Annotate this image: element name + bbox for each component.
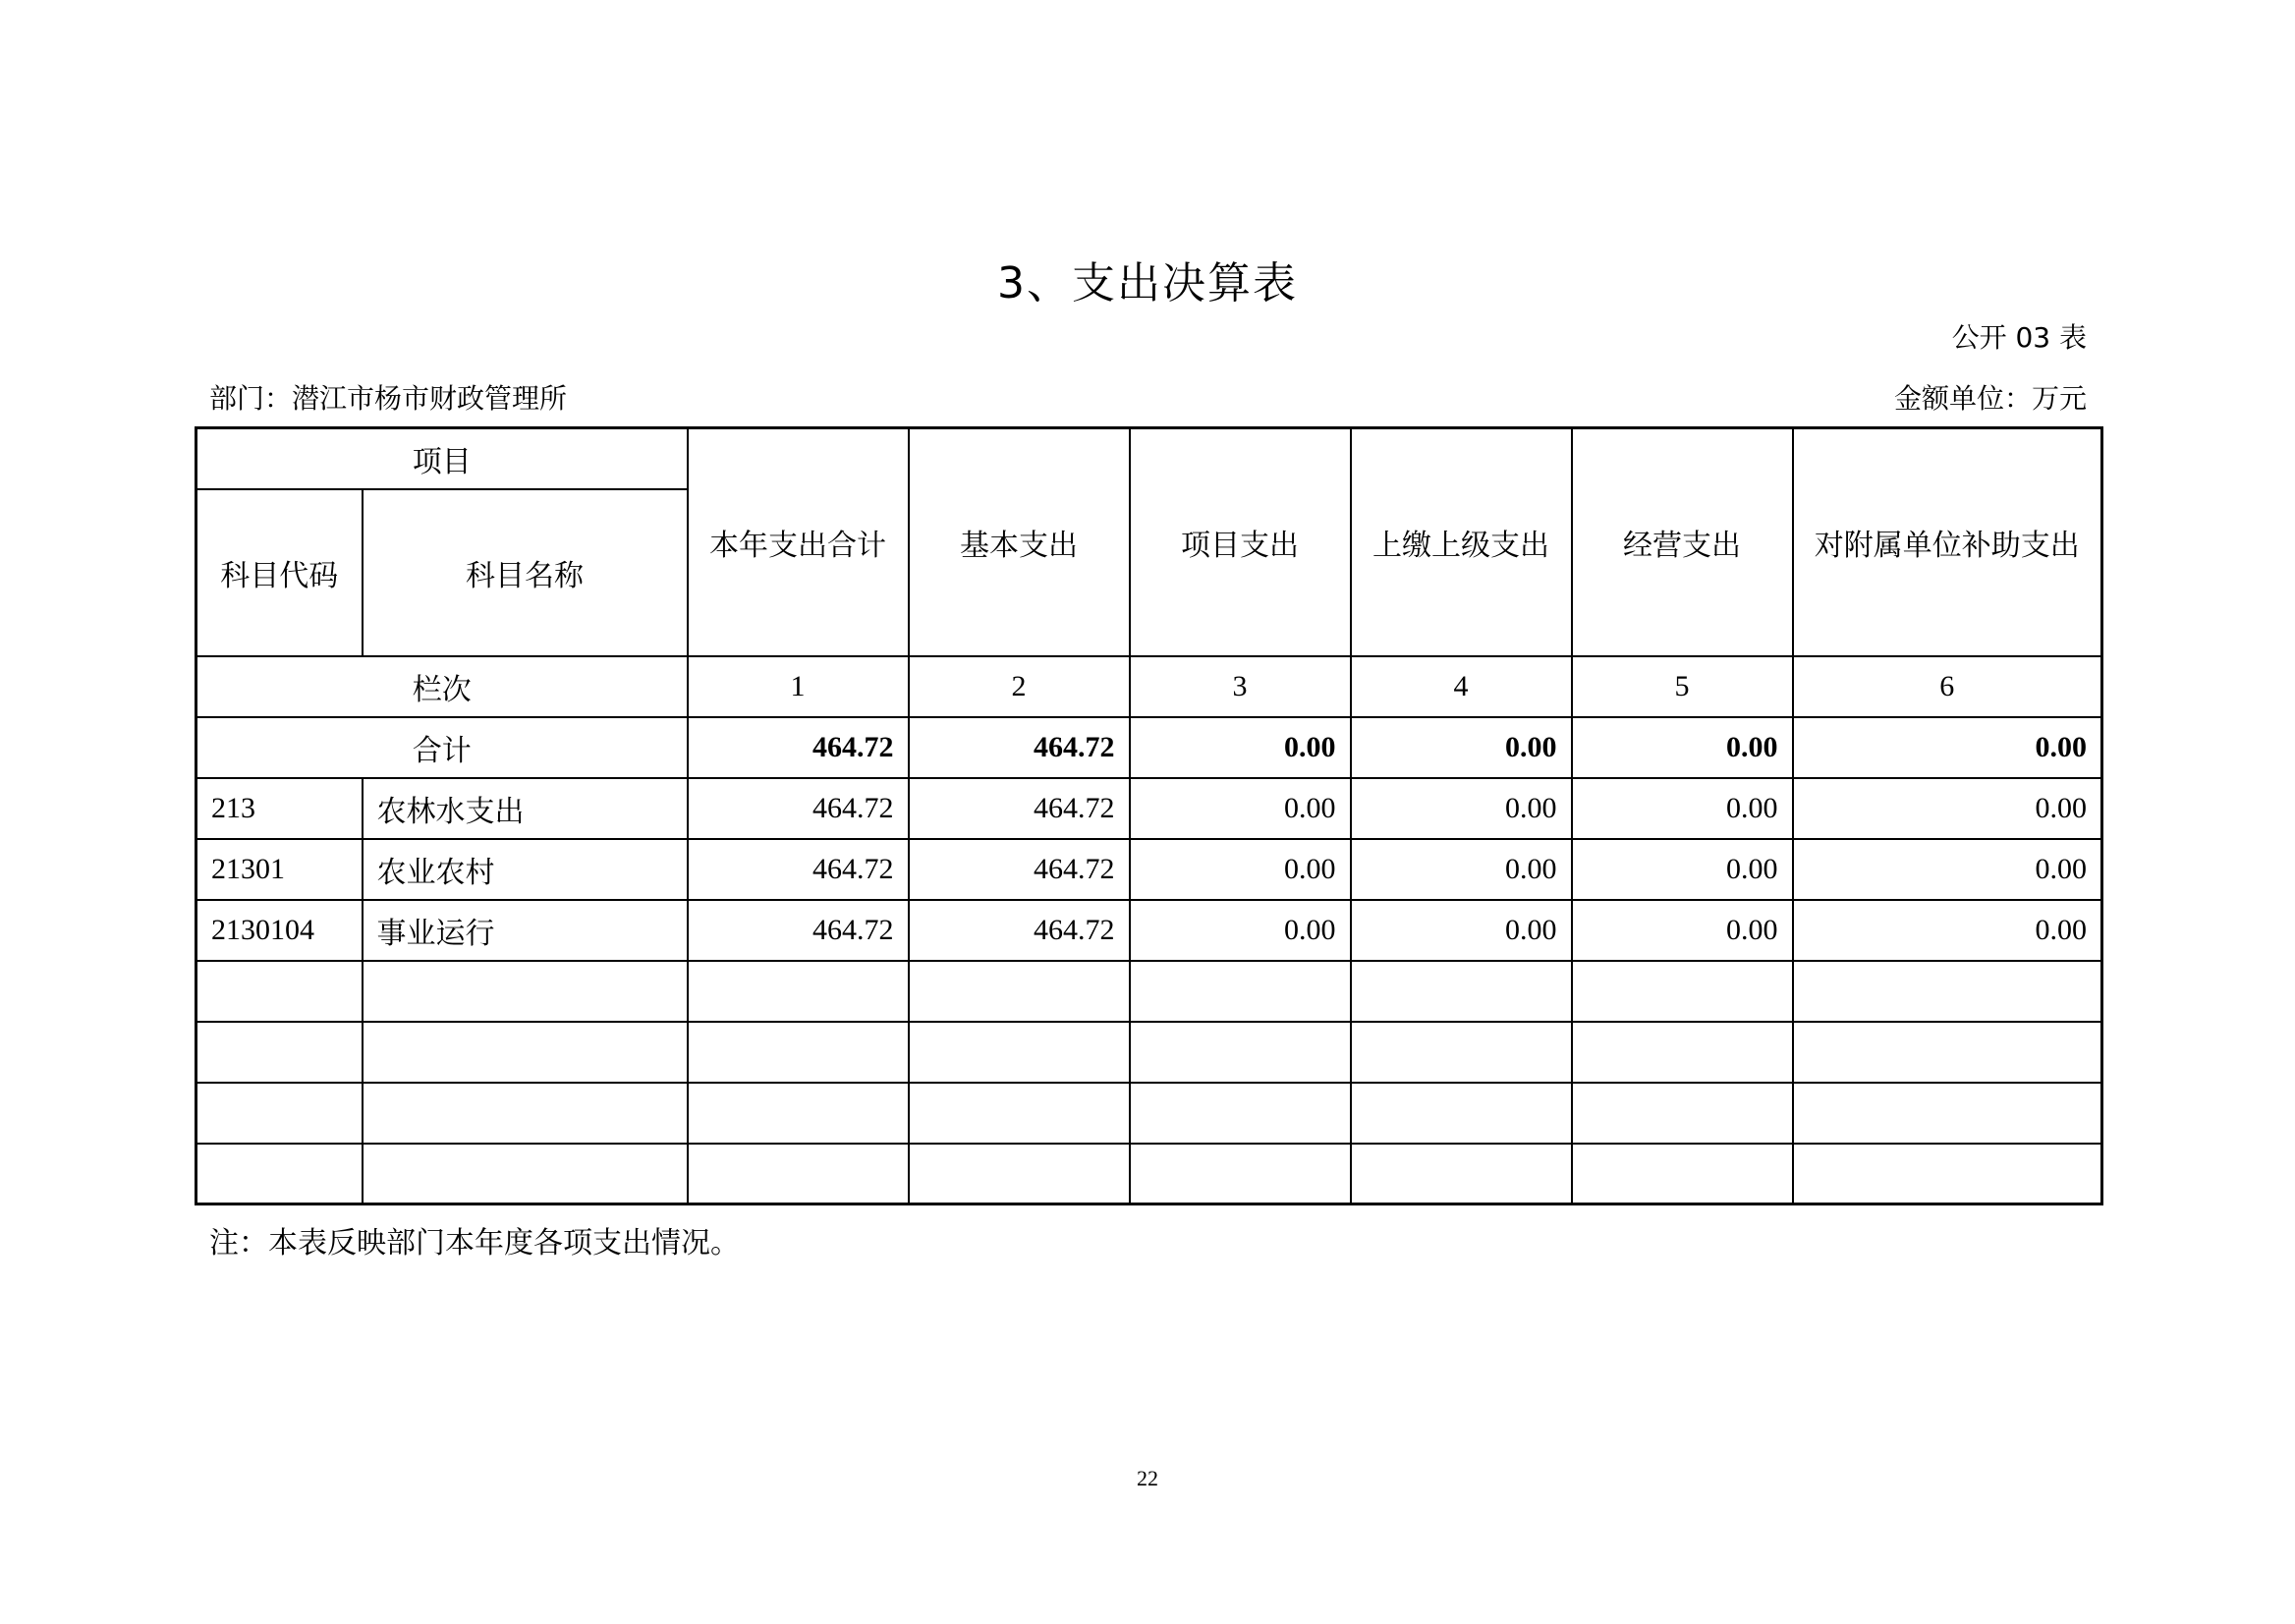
empty-cell — [909, 1144, 1130, 1204]
empty-cell — [1351, 961, 1572, 1022]
value-cell: 0.00 — [1351, 778, 1572, 839]
empty-cell — [363, 1144, 688, 1204]
subject-name-cell: 事业运行 — [363, 900, 688, 961]
empty-cell — [688, 1144, 909, 1204]
subject-code-cell: 2130104 — [196, 900, 363, 961]
empty-cell — [196, 1083, 363, 1144]
column-index-1: 1 — [688, 656, 909, 717]
table-note: 注：本表反映部门本年度各项支出情况。 — [209, 1226, 740, 1260]
value-cell: 0.00 — [1793, 900, 2102, 961]
subject-code-cell: 21301 — [196, 839, 363, 900]
form-number: 公开 03 表 — [1951, 321, 2087, 354]
value-cell: 464.72 — [688, 900, 909, 961]
value-cell: 464.72 — [909, 900, 1130, 961]
empty-cell — [1572, 961, 1793, 1022]
total-cell: 464.72 — [688, 717, 909, 778]
header-subject-code: 科目代码 — [196, 489, 363, 656]
value-cell: 464.72 — [909, 778, 1130, 839]
total-cell: 0.00 — [1793, 717, 2102, 778]
header-operating-expenditure: 经营支出 — [1572, 428, 1793, 656]
empty-cell — [1793, 1083, 2102, 1144]
subject-name-cell: 农林水支出 — [363, 778, 688, 839]
empty-cell — [196, 1144, 363, 1204]
subject-code-cell: 213 — [196, 778, 363, 839]
department-label: 部门：潜江市杨市财政管理所 — [209, 382, 568, 415]
empty-cell — [1793, 1144, 2102, 1204]
empty-cell — [1130, 1022, 1351, 1083]
subject-name-cell: 农业农村 — [363, 839, 688, 900]
value-cell: 0.00 — [1572, 839, 1793, 900]
empty-cell — [1130, 961, 1351, 1022]
column-index-row — [196, 656, 2102, 717]
value-cell: 0.00 — [1130, 900, 1351, 961]
empty-cell — [1572, 1083, 1793, 1144]
empty-cell — [909, 961, 1130, 1022]
column-index-5: 5 — [1572, 656, 1793, 717]
header-total-expenditure: 本年支出合计 — [688, 428, 909, 656]
total-cell: 0.00 — [1130, 717, 1351, 778]
empty-cell — [1572, 1022, 1793, 1083]
empty-cell — [1572, 1144, 1793, 1204]
empty-cell — [688, 961, 909, 1022]
value-cell: 0.00 — [1351, 900, 1572, 961]
column-index-2: 2 — [909, 656, 1130, 717]
value-cell: 0.00 — [1793, 778, 2102, 839]
empty-cell — [1130, 1144, 1351, 1204]
empty-cell — [1130, 1083, 1351, 1144]
total-cell: 0.00 — [1572, 717, 1793, 778]
header-subject-name: 科目名称 — [363, 489, 688, 656]
total-cell: 0.00 — [1351, 717, 1572, 778]
value-cell: 0.00 — [1130, 839, 1351, 900]
value-cell: 464.72 — [688, 778, 909, 839]
empty-cell — [363, 1083, 688, 1144]
header-subsidy-to-affiliates: 对附属单位补助支出 — [1793, 428, 2102, 656]
total-row — [196, 717, 2102, 778]
amount-unit-label: 金额单位：万元 — [1893, 382, 2087, 415]
empty-cell — [909, 1022, 1130, 1083]
table-row — [196, 839, 2102, 900]
page-title: 3、支出决算表 — [997, 258, 1298, 308]
empty-cell — [1351, 1083, 1572, 1144]
empty-cell — [196, 1022, 363, 1083]
header-remit-to-superior: 上缴上级支出 — [1351, 428, 1572, 656]
empty-cell — [1793, 961, 2102, 1022]
table-row — [196, 778, 2102, 839]
empty-row — [196, 1083, 2102, 1144]
empty-row — [196, 1022, 2102, 1083]
expenditure-table — [195, 426, 2103, 1205]
value-cell: 0.00 — [1572, 900, 1793, 961]
value-cell: 0.00 — [1793, 839, 2102, 900]
empty-row — [196, 1144, 2102, 1204]
empty-cell — [363, 1022, 688, 1083]
table-row — [196, 900, 2102, 961]
empty-cell — [1351, 1144, 1572, 1204]
value-cell: 0.00 — [1572, 778, 1793, 839]
empty-row — [196, 961, 2102, 1022]
empty-cell — [363, 961, 688, 1022]
column-index-4: 4 — [1351, 656, 1572, 717]
column-index-6: 6 — [1793, 656, 2102, 717]
total-cell: 464.72 — [909, 717, 1130, 778]
header-project-expenditure: 项目支出 — [1130, 428, 1351, 656]
column-index-3: 3 — [1130, 656, 1351, 717]
empty-cell — [1351, 1022, 1572, 1083]
empty-cell — [688, 1022, 909, 1083]
empty-cell — [196, 961, 363, 1022]
page-number: 22 — [1137, 1466, 1158, 1490]
header-basic-expenditure: 基本支出 — [909, 428, 1130, 656]
value-cell: 464.72 — [909, 839, 1130, 900]
value-cell: 0.00 — [1130, 778, 1351, 839]
value-cell: 0.00 — [1351, 839, 1572, 900]
empty-cell — [688, 1083, 909, 1144]
empty-cell — [1793, 1022, 2102, 1083]
header-item: 项目 — [196, 428, 688, 489]
empty-cell — [909, 1083, 1130, 1144]
value-cell: 464.72 — [688, 839, 909, 900]
total-label: 合计 — [196, 717, 688, 778]
column-index-label: 栏次 — [196, 656, 688, 717]
